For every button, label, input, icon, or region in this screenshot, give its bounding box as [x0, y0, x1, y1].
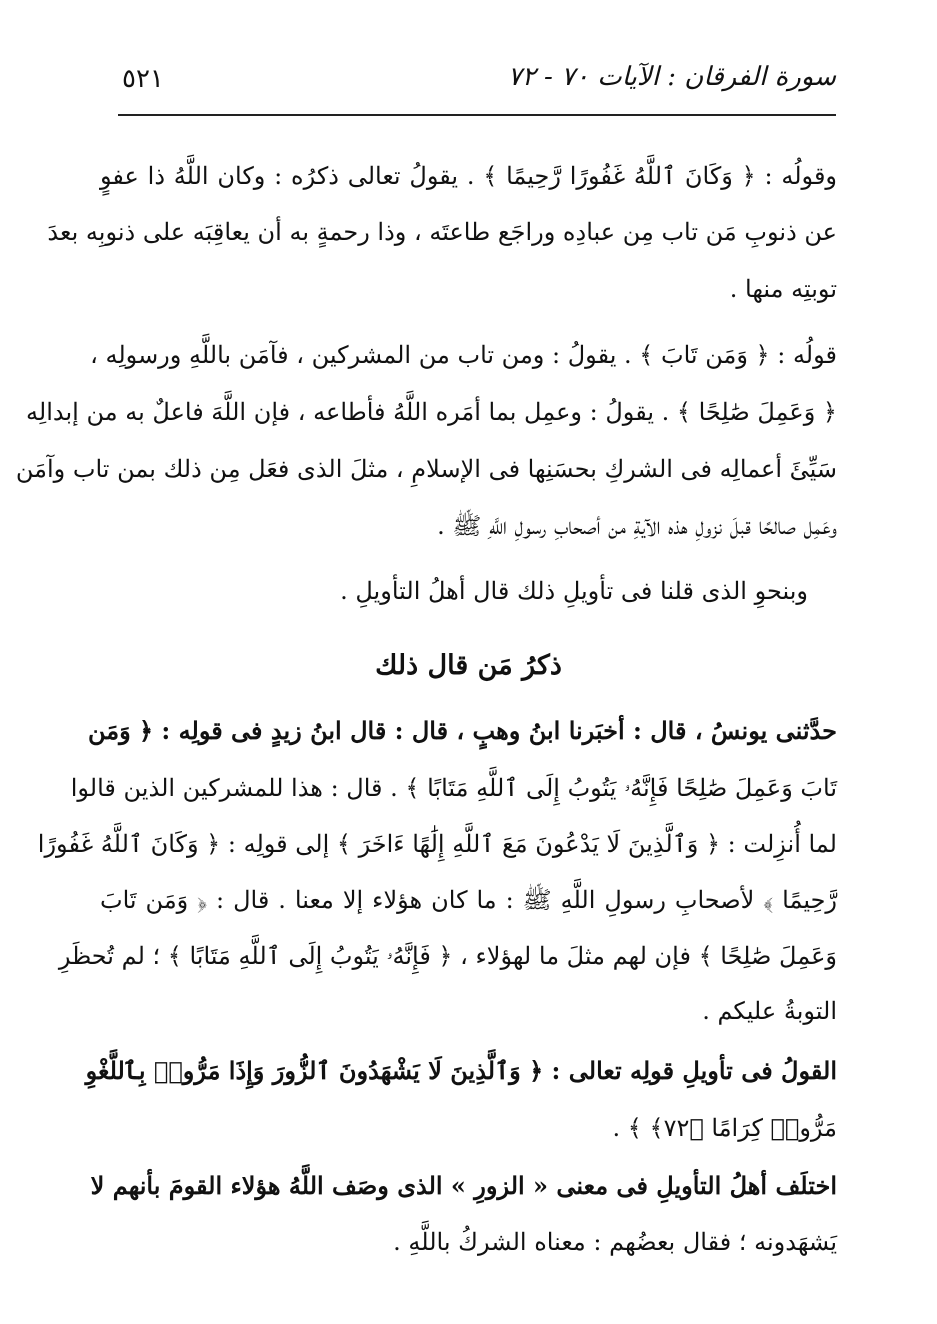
text-line-11: لما أُنزِلت : ﴿ وَٱلَّذِينَ لَا يَدْعُونَ مَعَ ٱللَّهِ إِلَٰهًا ءَاخَرَ ﴾ إلى قولِه : ﴿ وَكَانَ ٱللَّهُ غَفُورًا: [37, 830, 837, 858]
text-line-8: وبنحوِ الذى قلنا فى تأويلِ ذلك قال أهلُ التأويلِ .: [340, 577, 808, 605]
text-line-1: وقولُه : ﴿ وَكَانَ ٱللَّهُ غَفُورًا رَّحِيمًا ﴾ . يقولُ تعالى ذكرُه : وكان اللَّهُ ذا عفوٍ: [100, 162, 837, 190]
text-line-9: حدَّثنى يونسُ ، قال : أخبَرنا ابنُ وهبٍ ، قال : قال ابنُ زيدٍ فى قولِه : ﴿ وَمَن: [87, 716, 837, 745]
text-line-5: ﴿ وَعَمِلَ صَٰلِحًا ﴾ . يقولُ : وعمِل بما أمَره اللَّهُ فأطاعه ، فإن اللَّهَ فاعلٌ به من إبدالِه: [26, 398, 837, 426]
text-line-17: اختلَف أهلُ التأويلِ فى معنى « الزورِ » الذى وصَف اللَّهُ هؤلاء القومَ بأنهم لا: [90, 1171, 837, 1200]
text-line-13: وَعَمِلَ صَٰلِحًا ﴾ فإن لهم مثلَ ما لهؤلاء ، ﴿ فَإِنَّهُۥ يَتُوبُ إِلَى ٱللَّهِ مَتَابًا ﴾ ؛ لم تُحظَرِ: [58, 942, 837, 970]
page-header: [118, 62, 836, 102]
text-line-16: مَرُّوا۟ كِرَامًا ﴿٧٢﴾ ﴾ .: [612, 1114, 837, 1142]
text-line-12: رَّحِيمًا ﴾ لأصحابِ رسولِ اللَّهِ ﷺ : ما كان هؤلاء إلا معنا . قال : ﴿ وَمَن تَابَ: [100, 886, 837, 914]
page-number: ٥٢١: [122, 64, 164, 94]
text-line-10: تَابَ وَعَمِلَ صَٰلِحًا فَإِنَّهُۥ يَتُوبُ إِلَى ٱللَّهِ مَتَابًا ﴾ . قال : هذا للمشركين الذين قالوا: [70, 774, 837, 802]
text-line-15: القولُ فى تأويلِ قولِه تعالى : ﴿ وَٱلَّذِينَ لَا يَشْهَدُونَ ٱلزُّورَ وَإِذَا مَرُّوا۟ بِٱللَّغْوِ: [85, 1056, 837, 1085]
text-line-6: سَيِّئَ أعمالِه فى الشركِ بحسَنِها فى الإسلامِ ، مثلَ الذى فعَل مِن ذلك بمن تاب وآمَن: [15, 455, 837, 483]
running-title: سورة الفرقان : الآيات ٧٠ - ٧٢: [507, 62, 836, 92]
text-line-3: توبتِه منها .: [729, 275, 837, 303]
text-line-2: عن ذنوبِ مَن تاب مِن عبادِه وراجَع طاعتَه ، وذا رحمةٍ به أن يعاقِبَه على ذنوبِه بعدَ: [47, 218, 837, 246]
header-rule: [118, 114, 836, 116]
text-line-4: قولُه : ﴿ وَمَن تَابَ ﴾ . يقولُ : ومن تاب من المشركين ، فآمَن باللَّهِ ورسولِه ،: [90, 341, 837, 369]
text-line-7: وعَمِل صالحًا قبلَ نزولِ هذه الآيةِ من أصحابِ رسولِ اللَّهِ ﷺ .: [437, 512, 837, 540]
text-line-18: يَشهَدونه ؛ فقال بعضُهم : معناه الشركُ باللَّهِ .: [393, 1228, 837, 1256]
section-heading: ذكرُ مَن قال ذلك: [375, 650, 562, 681]
text-line-14: التوبةُ عليكم .: [702, 997, 837, 1025]
